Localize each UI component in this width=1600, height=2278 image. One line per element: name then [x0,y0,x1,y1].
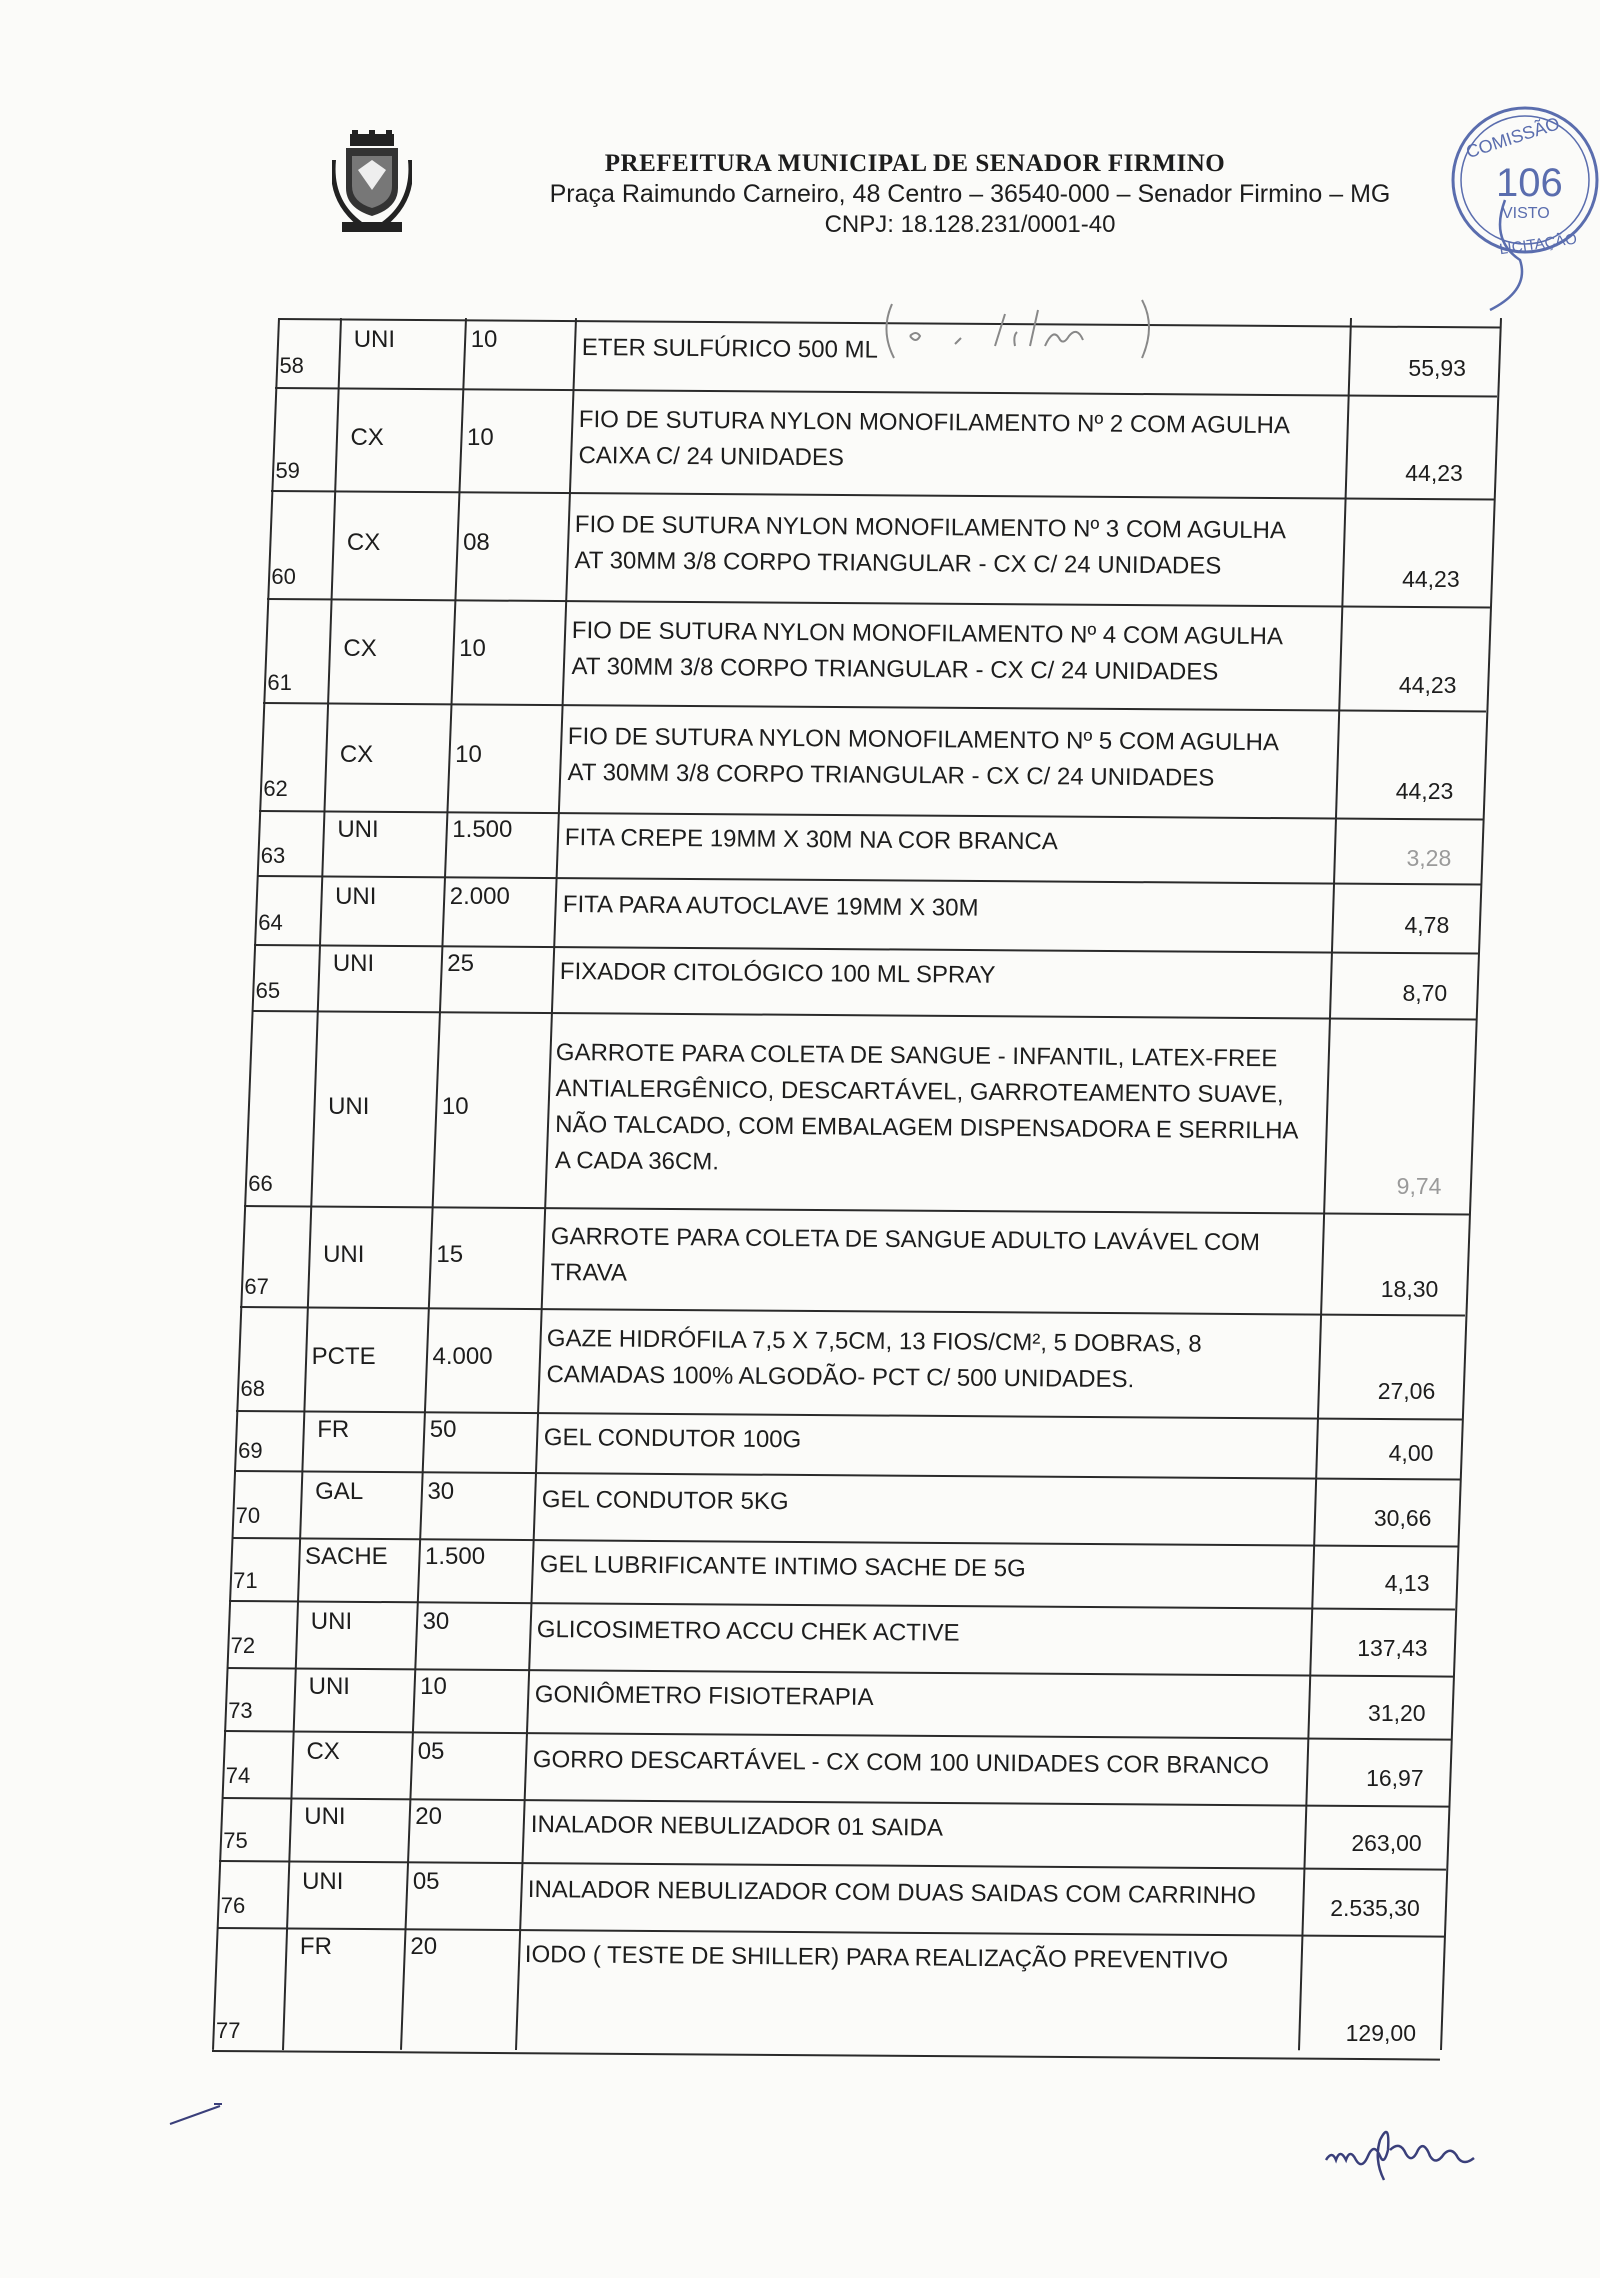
item-price: 4,13 [1384,1570,1430,1596]
item-quantity: 30 [427,1478,455,1505]
item-unit: UNI [308,1673,350,1700]
item-quantity: 15 [436,1240,464,1268]
pen-mark [168,2100,228,2130]
item-quantity: 05 [412,1868,440,1895]
item-quantity: 05 [417,1738,445,1765]
item-unit: CX [306,1738,340,1765]
item-price: 9,74 [1396,1173,1442,1199]
item-unit: CX [343,635,377,662]
item-price: 8,70 [1402,980,1448,1006]
description-line: GEL CONDUTOR 5KG [541,1485,789,1516]
item-price: 55,93 [1408,355,1466,381]
item-price: 31,20 [1368,1700,1426,1726]
item-number: 76 [220,1893,246,1918]
item-quantity: 10 [455,741,482,768]
item-number: 70 [235,1503,261,1528]
item-price: 44,23 [1395,778,1454,804]
item-quantity: 10 [441,1092,469,1120]
item-description [537,1612,1300,1655]
item-price: 44,23 [1402,566,1460,592]
item-description [578,402,1336,481]
item-number: 68 [240,1376,265,1401]
item-number: 67 [244,1274,269,1299]
item-quantity: 10 [467,423,494,451]
item-description [544,1420,1306,1463]
item-quantity: 10 [470,326,498,353]
item-description [546,1321,1308,1400]
description-line: GONIÔMETRO FISIOTERAPIA [534,1680,874,1711]
item-number: 64 [258,910,283,935]
item-quantity: 4.000 [432,1343,493,1370]
description-line: IODO ( TESTE DE SHILLER) PARA REALIZAÇÃO PREVENTIVO [524,1940,1229,1975]
item-unit: SACHE [304,1543,388,1570]
item-quantity: 1.500 [452,816,513,843]
item-description [539,1547,1302,1590]
description-line: GARROTE PARA COLETA DE SANGUE ADULTO LAVÁVEL COM [550,1222,1260,1256]
item-quantity: 10 [459,635,486,662]
item-price: 129,00 [1345,2020,1416,2046]
item-unit: UNI [302,1868,344,1895]
item-description [567,719,1327,798]
item-price: 263,00 [1351,1830,1422,1856]
item-unit: UNI [304,1803,346,1830]
item-description [565,820,1325,863]
description-line: GLICOSIMETRO ACCU CHEK ACTIVE [537,1615,961,1647]
item-quantity: 30 [422,1608,450,1635]
description-line: FIO DE SUTURA NYLON MONOFILAMENTO Nº 5 COM AGULHA [567,722,1279,757]
item-number: 71 [233,1568,258,1593]
letterhead-cnpj: CNPJ: 18.128.231/0001-40 [824,211,1116,238]
item-quantity: 20 [410,1933,438,1960]
description-line: FIO DE SUTURA NYLON MONOFILAMENTO Nº 2 COM AGULHA [578,405,1290,439]
description-line: INALADOR NEBULIZADOR 01 SAIDA [530,1810,943,1842]
item-price: 137,43 [1357,1635,1428,1661]
svg-text:VISTO: VISTO [1502,205,1550,222]
item-unit: PCTE [311,1343,376,1370]
item-number: 72 [230,1633,256,1658]
description-line: INALADOR NEBULIZADOR COM DUAS SAIDAS COM CARRINHO [528,1875,1257,1910]
letterhead-address: Praça Raimundo Carneiro, 48 Centro – 36540-000 – Senador Firmino – MG [549,180,1391,208]
description-line: GEL CONDUTOR 100G [543,1423,802,1454]
item-number: 63 [260,843,286,868]
description-line: FIO DE SUTURA NYLON MONOFILAMENTO Nº 3 COM AGULHA [574,510,1287,545]
item-description [560,954,1320,997]
description-line: GEL LUBRIFICANTE INTIMO SACHE DE 5G [539,1550,1026,1583]
description-line: FIO DE SUTURA NYLON MONOFILAMENTO Nº 4 COM AGULHA [571,616,1283,651]
item-price: 18,30 [1380,1276,1439,1302]
item-description [575,507,1334,586]
item-quantity: 50 [429,1416,457,1443]
description-line: AT 30MM 3/8 CORPO TRIANGULAR - CX C/ 24 UNIDADES [570,652,1218,686]
item-quantity: 1.500 [425,1543,486,1570]
item-price: 44,23 [1398,672,1457,698]
item-description [533,1742,1297,1785]
item-description [550,1219,1312,1298]
item-number: 73 [228,1698,253,1723]
handwritten-signature [1318,2120,1518,2190]
description-line: AT 30MM 3/8 CORPO TRIANGULAR - CX C/ 24 UNIDADES [574,546,1222,580]
item-price: 4,00 [1388,1440,1434,1466]
item-unit: UNI [337,816,379,843]
item-description [542,1482,1305,1525]
item-unit: CX [346,529,381,556]
item-unit: CX [350,423,384,451]
item-description [554,1035,1316,1186]
item-unit: GAL [315,1478,364,1505]
item-unit: UNI [335,883,377,910]
item-description [562,887,1322,930]
description-line: ETER SULFÚRICO 500 ML [581,333,878,364]
item-number: 61 [267,670,292,695]
description-line: AT 30MM 3/8 CORPO TRIANGULAR - CX C/ 24 UNIDADES [567,758,1215,792]
item-price: 2.535,30 [1330,1895,1420,1921]
description-line: NÃO TALCADO, COM EMBALAGEM DISPENSADORA E SERRILHA [554,1110,1299,1144]
item-number: 65 [255,978,281,1003]
item-quantity: 2.000 [449,883,510,910]
item-number: 62 [263,776,288,801]
item-description [528,1872,1293,1915]
description-line: GAZE HIDRÓFILA 7,5 X 7,5CM, 13 FIOS/CM², 5 DOBRAS, 8 [546,1324,1202,1358]
letterhead-title: PREFEITURA MUNICIPAL DE SENADOR FIRMINO [604,150,1226,177]
handwritten-note [880,296,1160,366]
description-line: CAMADAS 100% ALGODÃO- PCT C/ 500 UNIDADES. [546,1360,1135,1394]
item-unit: UNI [323,1240,365,1268]
item-number: 59 [275,458,300,483]
description-line: GORRO DESCARTÁVEL - CX COM 100 UNIDADES COR BRANCO [532,1745,1270,1780]
item-description [535,1677,1299,1720]
item-price: 27,06 [1377,1378,1436,1404]
item-number: 66 [248,1171,273,1196]
item-unit: CX [339,741,374,768]
description-line: A CADA 36CM. [554,1146,719,1175]
item-quantity: 25 [447,950,474,977]
description-line: GARROTE PARA COLETA DE SANGUE - INFANTIL, LATEX-FREE [555,1038,1278,1072]
item-number: 58 [279,353,304,378]
item-unit: UNI [310,1608,353,1635]
description-line: ANTIALERGÊNICO, DESCARTÁVEL, GARROTEAMENTO SUAVE, [555,1074,1284,1108]
item-description [571,613,1330,692]
item-price: 44,23 [1405,460,1463,486]
item-unit: FR [317,1416,350,1443]
svg-text:106: 106 [1496,161,1563,205]
svg-text:COMISSÃO: COMISSÃO [1463,113,1563,163]
item-quantity: 10 [420,1673,447,1700]
item-price: 16,97 [1366,1765,1424,1791]
item-unit: UNI [332,950,375,977]
item-number: 75 [223,1828,248,1853]
item-number: 74 [225,1763,251,1788]
item-unit: UNI [353,326,396,353]
description-line: CAIXA C/ 24 UNIDADES [578,441,844,471]
item-price: 30,66 [1373,1505,1432,1531]
item-quantity: 08 [463,529,490,556]
item-unit: FR [299,1933,332,1960]
description-line: FITA CREPE 19MM X 30M NA COR BRANCA [564,823,1058,856]
item-description [530,1807,1294,1850]
description-line: FIXADOR CITOLÓGICO 100 ML SPRAY [559,957,996,989]
item-number: 60 [271,564,296,589]
svg-text:LICITAÇÃO: LICITAÇÃO [1498,230,1578,259]
description-line: FITA PARA AUTOCLAVE 19MM X 30M [562,890,979,922]
item-quantity: 20 [415,1803,442,1830]
item-number: 69 [238,1438,263,1463]
item-number: 77 [216,2018,241,2043]
description-line: TRAVA [549,1258,627,1287]
item-price: 4,78 [1404,912,1450,938]
item-description [525,1937,1290,1980]
item-price: 3,28 [1406,845,1452,871]
item-unit: UNI [328,1092,370,1120]
